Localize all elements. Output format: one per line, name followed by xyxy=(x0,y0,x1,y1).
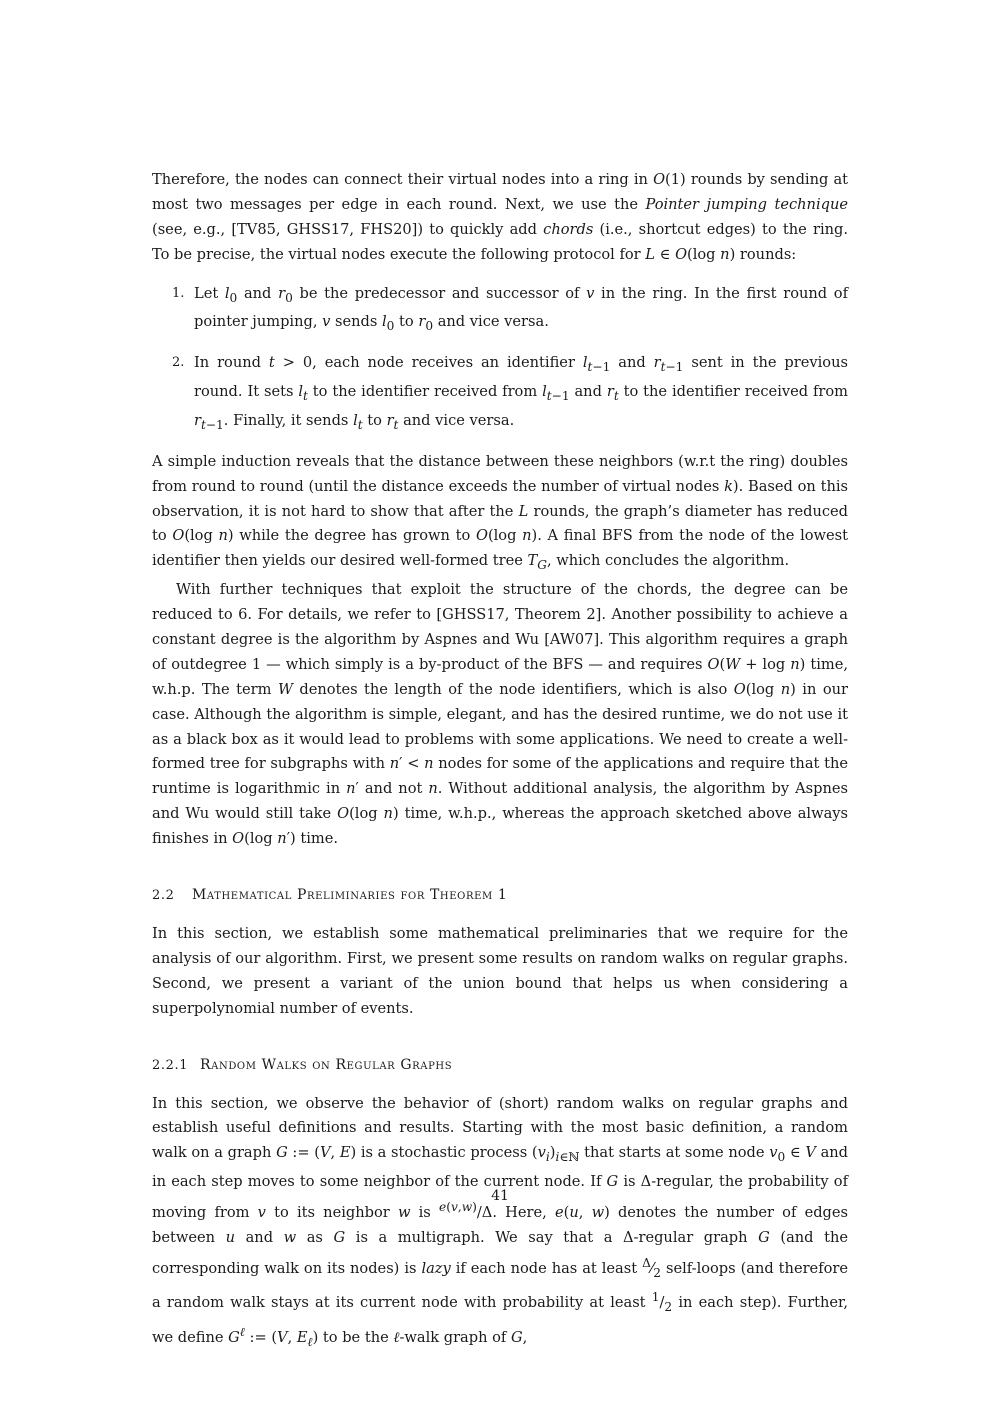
section-number: 2.2 xyxy=(152,888,175,904)
paragraph-further-techniques: With further techniques that exploit the structure of the chords, the degree can be reduced to 6. For details, we refer to [GHSS17, Theorem 2]. Another possibility to achieve a constant degree is the algorithm by Aspnes and Wu [AW07]. This algorithm requires a graph of outdegree 1 — which simply is a by-product of the BFS — and requires O(W + log n) time, w.h.p. The term W denotes the length of the node identifiers, which is also O(log n) in our case. Although the algorithm is simple, elegant, and has the desired runtime, we do not use it as a black box as it would lead to problems with some applications. We need to create a well-formed tree for subgraphs with n′ < n nodes for some of the applications and require that the runtime is logarithmic in n′ and not n. Without additional analysis, the algorithm by Aspnes and Wu would still take O(log n) time, w.h.p., whereas the approach sketched above always finishes in O(log n′) time. xyxy=(152,581,849,848)
paragraph-induction: A simple induction reveals that the distance between these neighbors (w.r.t the ring) doubles from round to round (until the distance exceeds the number of virtual nodes k). Based on this observation, it is not hard to show that after the L rounds, the graph’s diameter has reduced to O(log n) while the degree has grown to O(log n). A final BFS from the node of the lowest identifier then yields our desired well-formed tree $T_G$, which concludes the algorithm. xyxy=(152,452,849,573)
subsection-title: Random Walks on Regular Graphs xyxy=(200,1056,453,1073)
section-title: Mathematical Preliminaries for Theorem 1 xyxy=(192,887,508,904)
subsection-number: 2.2.1 xyxy=(152,1057,189,1073)
list-item-number: 2. xyxy=(172,355,185,371)
paragraph-pointer-jumping-intro: Therefore, the nodes can connect their virtual nodes into a ring in O(1) rounds by sending at most two messages per edge in each round. Next, we use the Pointer jumping technique (see, e.g., [TV85, GHSS17, FHS20]) to quickly add chords (i.e., shortcut edges) to the ring. To be precise, the virtual nodes execute the following protocol for L ∈ O(log n) rounds: xyxy=(152,171,849,263)
page-number: 41 xyxy=(491,1188,509,1204)
subsection-heading xyxy=(152,1053,848,1079)
list-item-number: 1. xyxy=(172,285,185,301)
protocol-steps-list xyxy=(152,282,848,438)
list-item: 1. Let $l_0$ and $r_0$ be the predecessor and successor of v in the ring. In the first round of pointer jumping, v sends $l_0$ to $r_0$ and vice versa. xyxy=(152,282,848,340)
list-item: 2. In round t > 0, each node receives an identifier $l_{t-1}$ and $r_{t-1}$ sent in the previous round. It sets $l_t$ to the identifier received from $l_{t-1}$ and $r_t$ to the identifier received from $r_{t-1}$. Finally, it sends $l_t$ to $r_t$ and vice versa. xyxy=(152,351,848,437)
paragraph-random-walks: In this section, we observe the behavior of (short) random walks on regular graphs and establish useful definitions and results. Starting with the most basic definition, a random walk on a graph G := (V, E) is a stochastic process $(v_i)_{i\in ℕ}$ that starts at some node $v_0$ ∈ V and in each step moves to some neighbor of the current node. If G is Δ-regular, the probability of moving from v to its neighbor w is $^{e(v,w)}$/Δ. Here, e(u, w) denotes the number of edges between u and w as G is a multigraph. We say that a Δ-regular graph G (and the corresponding walk on its nodes) is lazy if each node has at least $^\Delta⁄_2$ self-loops (and therefore a random walk stays at its current node with probability at least $^1/_2$ in each step). Further, we define $G^\ell$ := (V, $E_\ell$) to be the ℓ-walk graph of G, xyxy=(152,1094,849,1349)
page-body xyxy=(152,168,848,1355)
section-heading xyxy=(152,883,848,909)
paragraph-preliminaries: In this section, we establish some mathematical preliminaries that we require for the analysis of our algorithm. First, we present some results on random walks on regular graphs. Second, we present a variant of the union bound that helps us when considering a superpolynomial number of events. xyxy=(152,925,848,1017)
